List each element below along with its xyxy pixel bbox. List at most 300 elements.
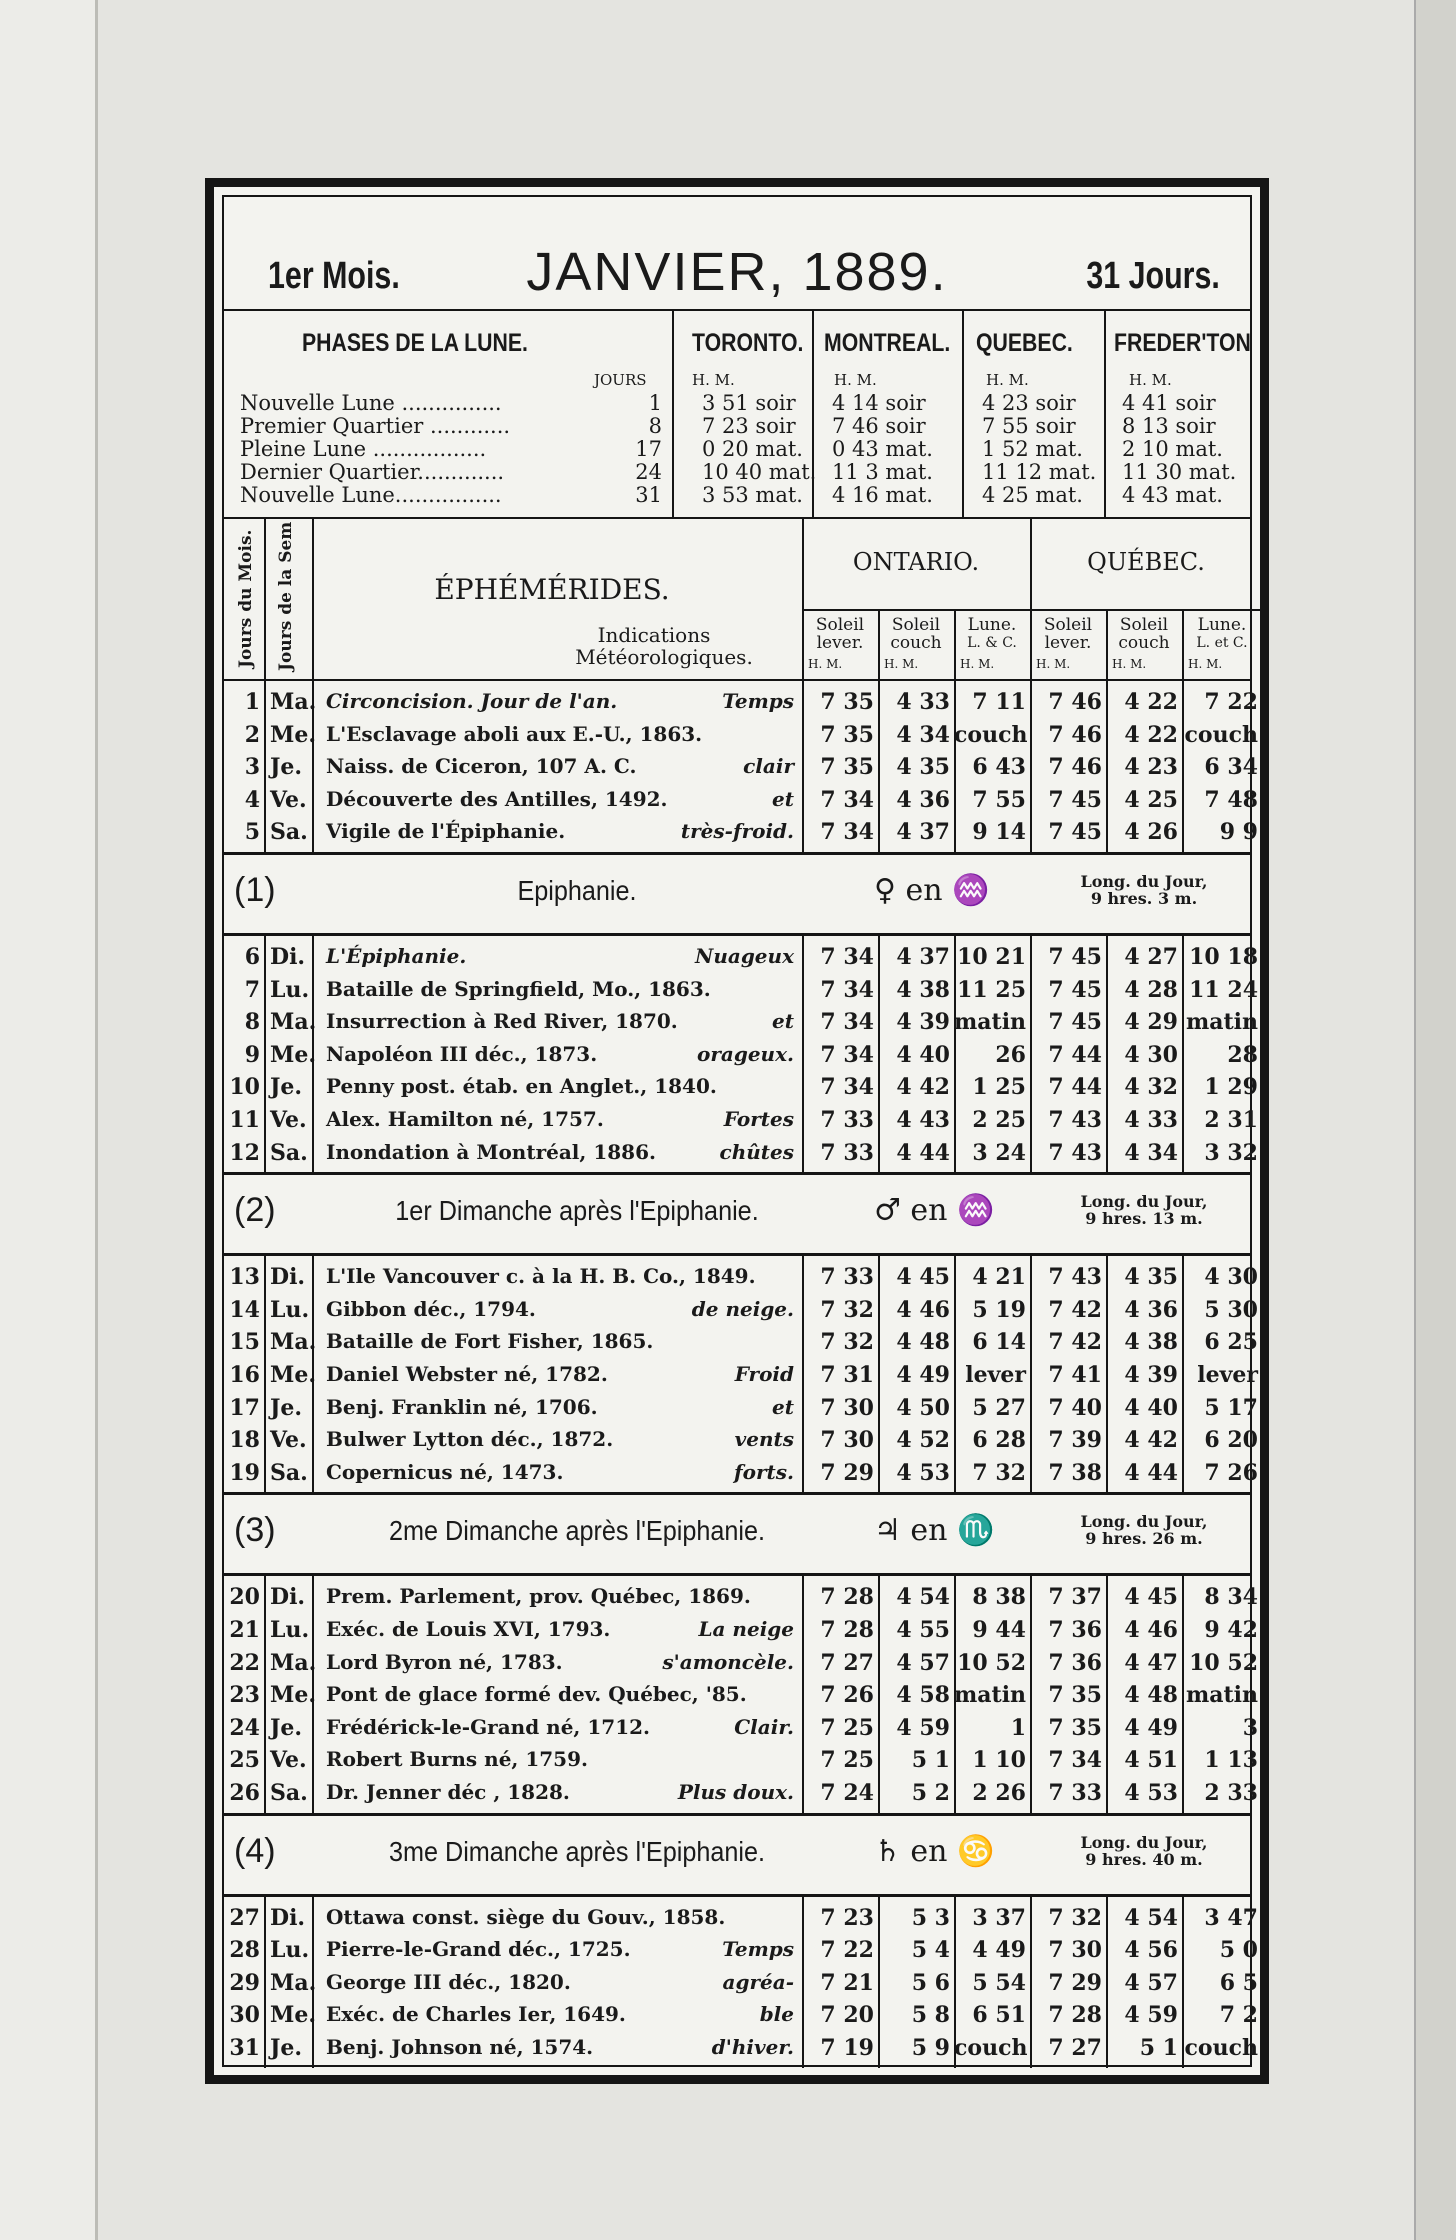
ontario-time: 4 49 <box>896 1362 950 1388</box>
sunday-name: 3me Dimanche après l'Epiphanie. <box>388 1835 766 1867</box>
day-number: 6 <box>244 944 260 970</box>
sunday-banner <box>224 1492 1250 1576</box>
weekday: Sa. <box>270 1780 308 1806</box>
weekday: Me. <box>270 1362 317 1388</box>
city-quebec: QUEBEC. <box>976 329 1073 357</box>
ontario-time: 5 6 <box>911 1969 950 1996</box>
phase-row <box>224 391 1250 414</box>
day-length-value: 9 hres. 40 m. <box>1085 1849 1203 1869</box>
quebec-time: 4 32 <box>1124 1074 1178 1101</box>
divider <box>1182 1256 1184 1492</box>
divider <box>264 936 266 1172</box>
quebec-time: 3 32 <box>1204 1139 1258 1166</box>
phase-row <box>224 483 1250 506</box>
ontario-time: 2 25 <box>972 1107 1026 1133</box>
divider <box>954 1576 956 1812</box>
day-row <box>224 687 1258 719</box>
ontario-time: 7 34 <box>820 1074 874 1101</box>
quebec-time: 7 42 <box>1048 1329 1102 1356</box>
ontario-time: 7 30 <box>820 1394 874 1421</box>
ontario-time: 5 2 <box>911 1780 950 1806</box>
day-row <box>224 1648 1258 1680</box>
day-row <box>224 1713 1258 1745</box>
ontario-time: 4 48 <box>896 1329 950 1356</box>
weekday: Me. <box>270 721 317 748</box>
divider <box>264 1256 266 1492</box>
sub-hm: H. M. <box>808 657 843 671</box>
quebec-time: 7 45 <box>1048 976 1102 1003</box>
ontario-time: 7 29 <box>820 1459 874 1486</box>
ontario-time: 6 28 <box>972 1427 1026 1454</box>
ontario-time: 7 28 <box>820 1584 874 1611</box>
day-row <box>224 975 1258 1007</box>
ontario-time: 6 14 <box>972 1329 1026 1356</box>
sunday-number: (1) <box>234 871 276 909</box>
day-row <box>224 1582 1258 1614</box>
phase-time: 8 13 soir <box>1122 414 1216 438</box>
day-length-label: Long. du Jour, <box>1080 872 1208 891</box>
day-number: 1 <box>244 689 260 715</box>
quebec-time: 4 40 <box>1124 1394 1178 1421</box>
day-number: 4 <box>244 786 260 813</box>
phase-time: 0 43 mat. <box>832 437 933 461</box>
sub-soleil: Soleil <box>815 615 865 635</box>
weather-note: s'amoncèle. <box>662 1649 794 1674</box>
ephemeris-text: Vigile de l'Épiphanie. <box>326 819 566 844</box>
quebec-time: 7 45 <box>1048 819 1102 846</box>
almanac-inner <box>222 195 1258 2067</box>
phase-time: 4 14 soir <box>832 391 926 415</box>
quebec-time: 7 28 <box>1048 2002 1102 2029</box>
quebec-time: 4 30 <box>1204 1264 1258 1291</box>
ephemeris-text: Naiss. de Ciceron, 107 A. C. <box>326 754 637 779</box>
jours-label: JOURS <box>594 371 647 389</box>
quebec-time: 4 26 <box>1124 819 1178 846</box>
hm-label: H. M. <box>1129 371 1172 389</box>
divider <box>1106 1897 1108 2068</box>
ephemeris-text: Bataille de Springfield, Mo., 1863. <box>326 976 711 1001</box>
quebec-time: 1 13 <box>1204 1747 1258 1774</box>
divider <box>878 1897 880 2068</box>
ephemeris-text: Insurrection à Red River, 1870. <box>326 1009 678 1034</box>
weather-note: de neige. <box>691 1296 794 1321</box>
ephemeris-text: Prem. Parlement, prov. Québec, 1869. <box>326 1584 751 1609</box>
ontario-time: matin <box>954 1682 1027 1709</box>
ephemeris-text: Pierre-le-Grand déc., 1725. <box>326 1937 631 1962</box>
phase-time: 7 55 soir <box>982 414 1076 438</box>
quebec-time: 7 39 <box>1048 1427 1102 1454</box>
ontario-time: 7 34 <box>820 1009 874 1036</box>
weekday: Ve. <box>270 1107 307 1133</box>
ephemeris-text: Découverte des Antilles, 1492. <box>326 786 668 811</box>
divider <box>1030 1576 1032 1812</box>
ontario-time: 7 55 <box>972 786 1026 813</box>
phase-time: 7 23 soir <box>702 414 796 438</box>
day-row <box>224 1393 1258 1425</box>
weather-note: La neige <box>698 1617 794 1641</box>
day-number: 8 <box>244 1009 260 1036</box>
month-number: 1er Mois. <box>268 255 400 297</box>
ephemeris-text: L'Épiphanie. <box>326 944 467 968</box>
ontario-time: 26 <box>995 1041 1026 1068</box>
day-length <box>1044 1834 1244 1868</box>
quebec-time: 4 22 <box>1124 721 1178 748</box>
sub-hm: H. M. <box>1112 657 1147 671</box>
quebec-time: 5 17 <box>1204 1394 1258 1421</box>
ontario-time: 7 34 <box>820 976 874 1003</box>
sunday-name: 1er Dimanche après l'Epiphanie. <box>395 1195 759 1227</box>
day-row <box>224 1138 1258 1170</box>
quebec-time: 4 27 <box>1124 944 1178 970</box>
ontario-time: 9 44 <box>972 1617 1026 1643</box>
ephemeris-text: Dr. Jenner déc , 1828. <box>326 1780 570 1804</box>
quebec-time: 7 2 <box>1219 2002 1258 2029</box>
ontario-time: 10 21 <box>957 944 1026 970</box>
day-length-value: 9 hres. 26 m. <box>1085 1529 1203 1549</box>
ontario-time: 4 43 <box>896 1107 950 1133</box>
ephemeris-text: Benj. Franklin né, 1706. <box>326 1394 598 1419</box>
divider <box>802 1256 804 1492</box>
quebec-time: 4 23 <box>1124 754 1178 781</box>
quebec-time: 7 30 <box>1048 1937 1102 1964</box>
col-indications: Indications <box>597 623 711 647</box>
quebec-time: 4 33 <box>1124 1107 1178 1133</box>
ontario-time: 7 23 <box>820 1904 874 1931</box>
divider <box>802 681 804 852</box>
day-length <box>1044 1513 1244 1547</box>
phase-day: 8 <box>648 414 662 438</box>
phase-row <box>224 460 1250 483</box>
ontario-time: 7 33 <box>820 1107 874 1133</box>
day-row <box>224 1360 1258 1392</box>
ephemeris-text: Frédérick-le-Grand né, 1712. <box>326 1714 650 1739</box>
divider <box>802 1576 804 1812</box>
divider <box>264 1576 266 1812</box>
ontario-time: 4 33 <box>896 689 950 715</box>
phase-time: 4 43 mat. <box>1122 483 1223 507</box>
day-number: 19 <box>229 1459 260 1486</box>
day-number: 7 <box>244 976 260 1003</box>
quebec-time: 7 46 <box>1048 689 1102 715</box>
quebec-time: 7 38 <box>1048 1459 1102 1486</box>
divider <box>312 1897 314 2068</box>
divider <box>1182 1576 1184 1812</box>
quebec-time: 6 20 <box>1204 1427 1258 1454</box>
quebec-time: 6 5 <box>1219 1969 1258 1996</box>
weekday: Lu. <box>270 976 310 1003</box>
weather-note: Clair. <box>734 1714 794 1739</box>
planet-position: ♄ en ♋ <box>874 1833 995 1869</box>
ephemeris-text: George III déc., 1820. <box>326 1969 571 1994</box>
phase-day: 1 <box>648 391 662 415</box>
quebec-time: 7 45 <box>1048 786 1102 813</box>
day-row <box>224 942 1258 974</box>
weekday: Ve. <box>270 786 307 813</box>
quebec-time: 7 42 <box>1048 1296 1102 1323</box>
quebec-time: 4 35 <box>1124 1264 1178 1291</box>
divider <box>802 609 1262 611</box>
city-montreal: MONTREAL. <box>824 329 951 357</box>
ontario-time: 4 39 <box>896 1009 950 1036</box>
sub-lc: L. & C. <box>967 635 1017 651</box>
ontario-time: 7 33 <box>820 1264 874 1291</box>
divider <box>878 681 880 852</box>
weather-note: clair <box>743 754 794 779</box>
divider <box>802 936 804 1172</box>
weekday: Me. <box>270 1041 317 1068</box>
weekday: Lu. <box>270 1296 310 1323</box>
quebec-time: 4 45 <box>1124 1584 1178 1611</box>
quebec-time: 10 52 <box>1189 1649 1258 1676</box>
divider <box>1106 936 1108 1172</box>
day-row <box>224 1425 1258 1457</box>
day-number: 30 <box>229 2002 260 2029</box>
sunday-number: (4) <box>234 1831 276 1870</box>
sub-hm: H. M. <box>1188 657 1223 671</box>
ontario-time: 7 34 <box>820 944 874 970</box>
sub-lever: lever. <box>816 633 864 653</box>
day-number: 17 <box>229 1394 260 1421</box>
divider <box>264 1897 266 2068</box>
day-number: 11 <box>229 1107 260 1133</box>
divider <box>1182 1897 1184 2068</box>
phase-name: Dernier Quartier............. <box>240 460 505 484</box>
day-number: 24 <box>229 1714 260 1741</box>
ephemeris-text: Lord Byron né, 1783. <box>326 1649 563 1674</box>
weather-note: forts. <box>734 1459 794 1484</box>
quebec-time: 7 43 <box>1048 1139 1102 1166</box>
phase-day: 17 <box>635 437 662 461</box>
divider <box>954 936 956 1172</box>
phase-name: Nouvelle Lune ............... <box>240 391 502 415</box>
quebec-time: 4 53 <box>1124 1780 1178 1806</box>
ontario-time: 2 26 <box>972 1780 1026 1806</box>
day-row <box>224 720 1258 752</box>
ephemeris-text: Alex. Hamilton né, 1757. <box>326 1107 604 1131</box>
day-length-label: Long. du Jour, <box>1080 1832 1208 1852</box>
ontario-time: 4 59 <box>896 1714 950 1741</box>
weekday: Sa. <box>270 819 308 846</box>
ontario-time: 6 43 <box>972 754 1026 781</box>
quebec-time: 7 45 <box>1048 944 1102 970</box>
divider <box>1182 936 1184 1172</box>
phases-title: PHASES DE LA LUNE. <box>302 329 528 357</box>
ontario-time: 7 35 <box>820 721 874 748</box>
quebec-time: 7 43 <box>1048 1107 1102 1133</box>
weather-note: agréa- <box>722 1969 794 1994</box>
ontario-time: 4 50 <box>896 1394 950 1421</box>
quebec-time: 4 29 <box>1124 1009 1178 1036</box>
ontario-time: 4 53 <box>896 1459 950 1486</box>
ontario-time: 7 19 <box>820 2035 874 2061</box>
ontario-time: 4 42 <box>896 1074 950 1101</box>
day-row <box>224 1680 1258 1712</box>
ontario-time: 1 10 <box>972 1747 1026 1774</box>
ontario-time: 11 25 <box>957 976 1026 1003</box>
day-row <box>224 1458 1258 1490</box>
quebec-time: 6 25 <box>1204 1329 1258 1356</box>
phase-time: 0 20 mat. <box>702 437 803 461</box>
weather-note: Temps <box>722 689 794 713</box>
ontario-time: 10 52 <box>957 1649 1026 1676</box>
ontario-time: 5 19 <box>972 1296 1026 1323</box>
quebec-time: 5 30 <box>1204 1296 1258 1323</box>
day-number: 10 <box>229 1074 260 1101</box>
right-page-edge <box>1414 0 1456 2240</box>
sunday-name: Epiphanie. <box>517 875 637 906</box>
weekday: Ma. <box>270 1009 317 1036</box>
ontario-time: 9 14 <box>972 819 1026 846</box>
weather-note: orageux. <box>697 1041 794 1066</box>
weekday: Ma. <box>270 689 317 715</box>
divider <box>878 1576 880 1812</box>
quebec-time: 4 38 <box>1124 1329 1178 1356</box>
day-number: 27 <box>229 1904 260 1931</box>
quebec-time: 5 1 <box>1139 2035 1178 2061</box>
day-number: 13 <box>229 1264 260 1291</box>
day-row <box>224 1040 1258 1072</box>
day-length-label: Long. du Jour, <box>1080 1512 1208 1532</box>
ontario-time: 7 34 <box>820 819 874 846</box>
weekday: Lu. <box>270 1937 310 1964</box>
weekday: Di. <box>270 944 306 970</box>
weather-note: Nuageux <box>695 944 794 968</box>
day-length-value: 9 hres. 3 m. <box>1090 889 1198 908</box>
divider <box>312 681 314 852</box>
sunday-banner <box>224 1813 1250 1897</box>
ontario-time: 7 26 <box>820 1682 874 1709</box>
col-quebec: QUÉBEC. <box>1087 548 1205 576</box>
ontario-time: 5 3 <box>911 1904 950 1931</box>
weekday: Ma. <box>270 1329 317 1356</box>
ephemerides-header <box>224 519 1250 681</box>
ontario-time: 7 30 <box>820 1427 874 1454</box>
quebec-time: 5 0 <box>1219 1937 1258 1964</box>
ontario-time: 4 46 <box>896 1296 950 1323</box>
day-number: 31 <box>229 2035 260 2061</box>
divider <box>1030 1897 1032 2068</box>
divider <box>312 936 314 1172</box>
ontario-time: 4 45 <box>896 1264 950 1291</box>
day-number: 26 <box>229 1780 260 1806</box>
ephemeris-text: Robert Burns né, 1759. <box>326 1747 588 1772</box>
ontario-time: 4 35 <box>896 754 950 781</box>
day-row <box>224 1903 1258 1935</box>
phase-time: 4 25 mat. <box>982 483 1083 507</box>
quebec-time: matin <box>1185 1009 1258 1036</box>
quebec-time: 11 24 <box>1189 976 1258 1003</box>
quebec-time: 4 49 <box>1124 1714 1178 1741</box>
phase-time: 3 51 soir <box>702 391 796 415</box>
phase-time: 11 3 mat. <box>832 460 933 484</box>
hm-label: H. M. <box>986 371 1029 389</box>
weather-note: et <box>772 1009 794 1034</box>
divider <box>264 519 266 679</box>
weather-note: Froid <box>734 1362 794 1386</box>
day-number: 14 <box>229 1296 260 1323</box>
ephemeris-text: Pont de glace formé dev. Québec, '85. <box>326 1682 747 1707</box>
ontario-time: 1 25 <box>972 1074 1026 1101</box>
day-row <box>224 1105 1258 1137</box>
quebec-time: 2 31 <box>1204 1107 1258 1133</box>
sub-hm: H. M. <box>884 657 919 671</box>
quebec-time: 2 33 <box>1204 1780 1258 1806</box>
day-number: 20 <box>229 1584 260 1611</box>
title-bar <box>224 197 1250 311</box>
phase-time: 1 52 mat. <box>982 437 1083 461</box>
phase-name: Premier Quartier ............ <box>240 414 511 438</box>
moon-phases-section <box>224 311 1250 519</box>
ephemeris-text: Exéc. de Louis XVI, 1793. <box>326 1617 611 1641</box>
ontario-time: lever <box>965 1362 1026 1388</box>
day-number: 12 <box>229 1139 260 1166</box>
weekday: Je. <box>270 754 303 781</box>
weekday: Je. <box>270 1074 303 1101</box>
quebec-time: 4 28 <box>1124 976 1178 1003</box>
quebec-time: 7 33 <box>1048 1780 1102 1806</box>
ontario-time: 7 31 <box>820 1362 874 1388</box>
ontario-time: matin <box>954 1009 1027 1036</box>
day-number: 5 <box>244 819 260 846</box>
ontario-time: 4 52 <box>896 1427 950 1454</box>
left-page-edge <box>0 0 98 2240</box>
day-number: 9 <box>244 1041 260 1068</box>
planet-position: ♃ en ♏ <box>874 1513 995 1549</box>
divider <box>1030 1256 1032 1492</box>
ontario-time: 4 34 <box>896 721 950 748</box>
ephemeris-text: L'Ile Vancouver c. à la H. B. Co., 1849. <box>326 1264 756 1289</box>
divider <box>312 1256 314 1492</box>
weekday: Lu. <box>270 1617 310 1643</box>
weather-note: et <box>772 1394 794 1419</box>
ontario-time: 7 25 <box>820 1714 874 1741</box>
ontario-time: 7 22 <box>820 1937 874 1964</box>
quebec-time: 4 48 <box>1124 1682 1178 1709</box>
ephemeris-text: Inondation à Montréal, 1886. <box>326 1139 656 1164</box>
ontario-time: 7 27 <box>820 1649 874 1676</box>
ontario-time: 7 32 <box>820 1296 874 1323</box>
weather-note: vents <box>734 1427 794 1452</box>
quebec-time: 7 27 <box>1048 2035 1102 2061</box>
phase-time: 3 53 mat. <box>702 483 803 507</box>
ontario-time: 4 40 <box>896 1041 950 1068</box>
quebec-time: 7 43 <box>1048 1264 1102 1291</box>
ontario-time: 6 51 <box>972 2002 1026 2029</box>
sub-lune: Lune. <box>1197 615 1247 635</box>
phase-time: 7 46 soir <box>832 414 926 438</box>
day-row <box>224 1745 1258 1777</box>
ontario-time: 4 21 <box>972 1264 1026 1291</box>
phase-time: 11 30 mat. <box>1122 460 1237 484</box>
day-row <box>224 2000 1258 2032</box>
day-number: 15 <box>229 1329 260 1356</box>
quebec-time: 4 22 <box>1124 689 1178 715</box>
divider <box>1106 1256 1108 1492</box>
divider <box>1030 681 1032 852</box>
ontario-time: 5 27 <box>972 1394 1026 1421</box>
weekday: Me. <box>270 2002 317 2029</box>
divider <box>1106 681 1108 852</box>
day-row <box>224 2033 1258 2065</box>
ephemeris-text: L'Esclavage aboli aux E.-U., 1863. <box>326 721 703 746</box>
day-number: 21 <box>229 1617 260 1643</box>
quebec-time: 7 34 <box>1048 1747 1102 1774</box>
quebec-time: 4 56 <box>1124 1937 1178 1964</box>
day-row <box>224 785 1258 817</box>
weather-note: d'hiver. <box>711 2035 794 2059</box>
ontario-time: 7 33 <box>820 1139 874 1166</box>
weekday: Ma. <box>270 1969 317 1996</box>
